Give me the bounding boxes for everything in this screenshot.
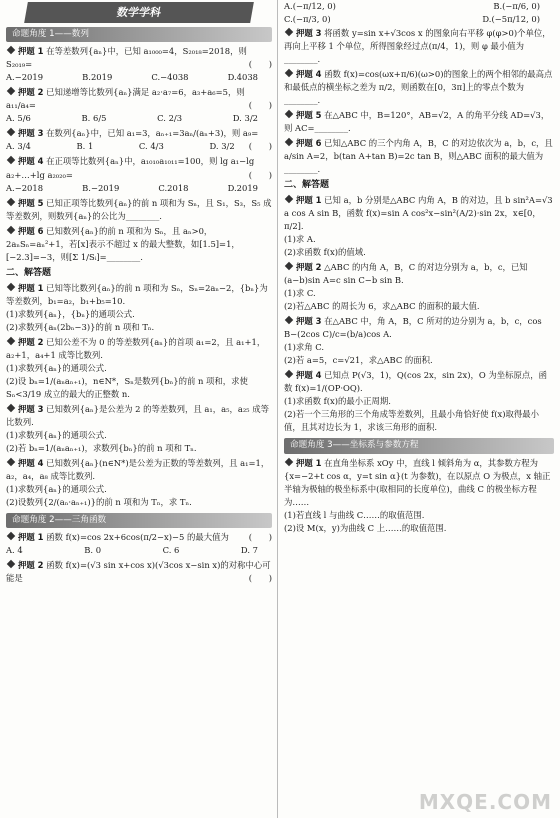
left-column	[6, 0, 272, 587]
diamond-icon	[7, 225, 15, 233]
options: A. 5/6 B. 6/5 C. 2/3 D. 3/2	[6, 113, 258, 124]
trig-problem-5: 押题 5 在△ABC 中，B=120°，AB=√2，A 的角平分线 AD=√3，则 AC=________.	[284, 110, 550, 134]
coord-problem-1: 押题 1 在直角坐标系 xOy 中，直线 l 倾斜角为 α，其参数方程为 {x=−2+t cos α，y=t sin α}(t 为参数)，在以原点 O 为极点，x 轴正半轴为极轴的极坐标系中(取相同的长度单位)，曲线 C 的极坐标方程为…… (1)若直线 l 与曲线 C……的取值范围. (2)设 M(x，y)为曲线 C 上……的取值范围.	[284, 457, 551, 533]
subject-banner: 数学学科	[24, 2, 254, 23]
diamond-icon	[285, 138, 293, 146]
section-coordinates: 命题角度 3——坐标系与参数方程	[284, 438, 554, 453]
problem-4: 押题 4 在正项等比数列{aₙ}中，a₁₀₁₀a₁₀₁₁=100，则 lg a₁−lg a₂+…+lg a₂₀₂₀= ( ) A.−2018 B.−2019 C.2018 D.2019	[6, 155, 272, 194]
right-column	[284, 0, 554, 537]
diamond-icon	[285, 110, 293, 118]
trig-problem-3: 押题 3 将函数 y=sin x+√3cos x 的图象向右平移 φ(φ>0)个单位，再向上平移 1 个单位，所得图象经过点(π/4，1)，则 φ 最小值为________.	[284, 28, 551, 65]
solution-heading: 二、解答题	[6, 267, 52, 278]
problem-6: 押题 6 已知数列{aₙ}的前 n 项和为 Sₙ，且 aₙ>0，2aₙSₙ=aₙ²+1，若[x]表示不超过 x 的最大整数，如[1.5]=1，[−2.3]=−3，则[Σ 1/Sᵢ]=________.	[6, 225, 240, 262]
diamond-icon	[285, 316, 293, 324]
diamond-icon	[7, 46, 15, 54]
problem-2: 押题 2 已知递增等比数列{aₙ}满足 a₂·a₇=6，a₃+a₆=5，则 a₁₁/a₄= ( ) A. 5/6 B. 6/5 C. 2/3 D. 3/2	[6, 86, 272, 125]
trig-problem-1: 押题 1 函数 f(x)=cos 2x+6cos(π/2−x)−5 的最大值为 ( ) A. 4 B. 0 C. 6 D. 7	[6, 531, 272, 557]
trig-solution-3: 押题 3 在△ABC 中，角 A，B，C 所对的边分别为 a，b，c，cos B−(2cos C)/c=(b/a)cos A. (1)求角 C. (2)若 a=5，c=√21，求△ABC 的面积.	[284, 316, 542, 366]
problem-3: 押题 3 在数列{aₙ}中，已知 a₁=3，aₙ₊₁=3aₙ/(aₙ+3)，则 a₉= ( ) A. 3/4 B. 1 C. 4/3 D. 3/2	[6, 127, 272, 153]
diamond-icon	[285, 195, 293, 203]
diamond-icon	[7, 532, 15, 540]
options: A.−2019 B.2019 C.−4038 D.4038	[6, 72, 258, 83]
trig-solution-4: 押题 4 已知点 P(√3，1)，Q(cos 2x，sin 2x)，O 为坐标原点，函数 f(x)=1/(OP·OQ). (1)求函数 f(x)的最小正周期. (2)若一个三角形的三个角成等差数列，且最小角恰好使 f(x)取得最小值，且其对边长为 1，求该三角形的面积.	[284, 370, 548, 433]
problem-1: 押题 1 在等差数列{aₙ}中，已知 a₁₀₀₀=4，S₂₀₁₈=2018，则 S₂₀₁₉= ( ) A.−2019 B.2019 C.−4038 D.4038	[6, 45, 272, 84]
diamond-icon	[285, 28, 293, 36]
options: A. 3/4 B. 1 C. 4/3 D. 3/2	[6, 141, 235, 152]
section-sequences: 命题角度 1——数列	[6, 27, 272, 42]
diamond-icon	[285, 370, 293, 378]
diamond-icon	[7, 403, 15, 411]
section-trigonometry: 命题角度 2——三角函数	[6, 513, 272, 528]
options: A. 4 B. 0 C. 6 D. 7	[6, 545, 258, 556]
solution-heading: 二、解答题	[284, 180, 330, 191]
trig-solution-2: 押题 2 △ABC 的内角 A，B，C 的对边分别为 a，b，c，已知(a−b)sin A=c sin C−b sin B. (1)求 C. (2)若△ABC 的周长为 6，求△ABC 的面积的最大值.	[284, 262, 528, 312]
problem-5: 押题 5 已知正项等比数列{aₙ}的前 n 项和为 Sₙ，且 S₁，S₃，S₅ 成等差数列，则数列{aₙ}的公比为________.	[6, 197, 272, 221]
trig-2-options-ab: A.(−π/12, 0) B.(−π/6, 0)	[284, 1, 540, 11]
solution-3: 押题 3 已知数列{aₙ}是公差为 2 的等差数列，且 a₁，a₅，a₂₅ 成等比数列. (1)求数列{aₙ}的通项公式. (2)若 bₙ=1/(aₙaₙ₊₁)，求数列{bₙ}的前 n 项和 Tₙ.	[6, 403, 269, 453]
trig-2-options-cd: C.(−π/3, 0) D.(−5π/12, 0)	[284, 14, 540, 25]
trig-solution-1: 押题 1 已知 a，b 分别是△ABC 内角 A，B 的对边，且 b sin²A=√3 a cos A sin B，函数 f(x)=sin A cos²x−sin²(A/2)·sin 2x，x∈[0，π/2]. (1)求 A. (2)求函数 f(x)的值域.	[284, 195, 553, 258]
diamond-icon	[7, 156, 15, 164]
diamond-icon	[7, 560, 15, 568]
column-divider	[277, 0, 278, 818]
diamond-icon	[7, 282, 15, 290]
options: A.−2018 B.−2019 C.2018 D.2019	[6, 182, 258, 193]
trig-problem-2: 押题 2 函数 f(x)=(√3 sin x+cos x)(√3cos x−sin x)的对称中心可能是 ( )	[6, 560, 272, 584]
watermark: MXQE.COM	[418, 790, 552, 814]
diamond-icon	[285, 457, 293, 465]
trig-problem-6: 押题 6 已知△ABC 的三个内角 A，B，C 的对边依次为 a，b，c，且 a/sin A=2，b(tan A+tan B)=2c tan B，则△ABC 面积的最大值为________.	[284, 138, 553, 175]
diamond-icon	[285, 262, 293, 270]
diamond-icon	[7, 458, 15, 466]
diamond-icon	[285, 69, 293, 77]
solution-2: 押题 2 已知公差不为 0 的等差数列{aₙ}的首项 a₁=2，且 a₁+1，a₂+1，a₄+1 成等比数列. (1)求数列{aₙ}的通项公式. (2)设 bₙ=1/(aₙaₙ₊₁)，n∈N*，Sₙ是数列{bₙ}的前 n 项和，求使 Sₙ<3/19 成立的最大的正整数 n.	[6, 336, 266, 399]
diamond-icon	[7, 87, 15, 95]
diamond-icon	[7, 336, 15, 344]
trig-problem-4: 押题 4 函数 f(x)=cos(ωx+π/6)(ω>0)的图象上的两个相邻的最高点和最低点的横坐标之差为 π/2，则函数在[0，3π]上的零点个数为________.	[284, 69, 553, 106]
diamond-icon	[7, 197, 15, 205]
solution-1: 押题 1 已知等比数列{aₙ}的前 n 项和为 Sₙ，Sₙ=2aₙ−2，{bₙ}为等差数列，b₁=a₂，b₁+b₅=10. (1)求数列{aₙ}，{bₙ}的通项公式. (2)求数列{aₙ(2bₙ−3)}的前 n 项和 Tₙ.	[6, 282, 268, 332]
diamond-icon	[7, 128, 15, 136]
solution-4: 押题 4 已知数列{aₙ}(n∈N*)是公差为正数的等差数列，且 a₁=1，a₂，a₄，a₈ 成等比数列. (1)求数列{aₙ}的通项公式. (2)设数列{2/(aₙ·aₙ₊₁)}的前 n 项和为 Tₙ，求 Tₙ.	[6, 457, 270, 507]
